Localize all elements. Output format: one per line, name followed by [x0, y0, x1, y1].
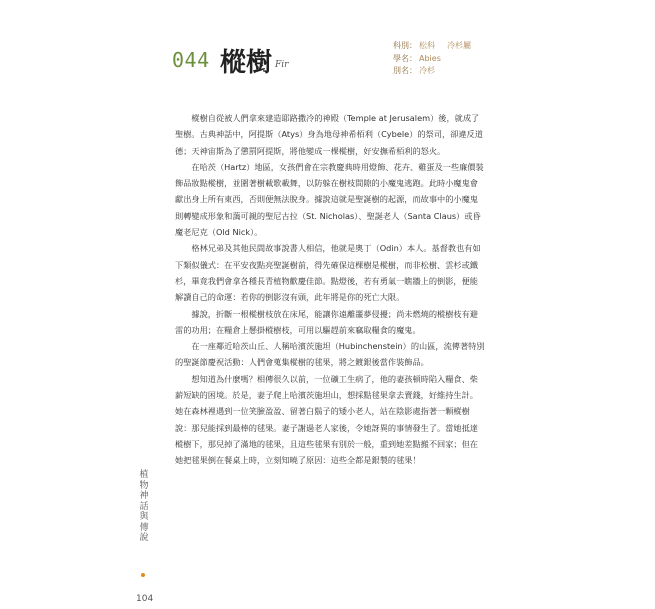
plant-metadata — [393, 40, 471, 78]
alias-row — [393, 65, 471, 78]
orange-dot-marker — [141, 573, 145, 577]
scientific-label: 學名： — [393, 53, 417, 63]
book-title-char: 神 — [139, 491, 149, 501]
book-title-char: 物 — [139, 480, 149, 491]
book-title-char: 說 — [139, 533, 149, 543]
alias-label: 別名： — [393, 66, 417, 75]
paragraph: 在哈茨（Hartz）地區，女孩們會在宗教慶典時用燈飾、花卉、雞蛋及一些廉價裝飾品妝點樅樹，並圍著樹載歌載舞，以防躲在樹枝間隙的小魔鬼逃跑。此時小魔鬼會獻出身上所有東西，否則便無法脫身。據說這就是聖誕樹的起源，而故事中的小魔鬼則轉變成形象和藹可親的聖尼古拉（St. Nicholas）、聖誕老人（Santa Claus）或昏魔老尼克（Old Nick）。 — [175, 161, 484, 238]
page-number: 104 — [136, 594, 154, 604]
body-text — [175, 110, 485, 469]
subfamily-value: 冷杉屬 — [447, 41, 471, 50]
scientific-row — [393, 53, 471, 66]
paragraph: 樅樹自從被人們拿來建造耶路撒冷的神殿（Temple at Jerusalem）後，就成了聖樹。古典神話中，阿提斯（Atys）身為地母神希栢利（Cybele）的祭司，卻違反道德；天神宙斯為了懲罰阿提斯，將他變成一棵樅樹，好安撫希栢利的怒火。 — [175, 113, 483, 156]
family-row — [393, 40, 471, 53]
paragraph: 格林兄弟及其他民間故事說書人相信，他就是奧丁（Odin）本人。基督教也有如下類似儀式：在平安夜點亮聖誕樹前，得先確保這棵樹是樅樹，而非松樹、雲杉或鐵杉，畢竟我們會拿各種長青植物歡慶佳節。點燈後，若有勇氣一瞧牆上的倒影，便能解讀自己的命運：若你的倒影沒有頭，此年將是你的死亡大限。 — [175, 243, 481, 303]
paragraph: 據說，折斷一根樅樹枝放在床尾，能讓你遠離噩夢侵擾；尚未燃燒的樅樹枝有避雷的功用；在糧倉上懸掛樅樹枝，可用以驅趕前來竊取糧食的魔鬼。 — [175, 308, 478, 335]
book-title-vertical — [138, 470, 150, 544]
entry-latin-name: Fir — [275, 60, 289, 70]
book-title-char: 傳 — [139, 522, 149, 533]
alias-value: 冷杉 — [419, 66, 435, 75]
paragraph: 想知道為什麼嗎？相傳很久以前，一位礦工生病了，他的妻孩頓時陷入糧食、柴薪短缺的困境。於是，妻子爬上哈濱茨施坦山，想採點毬果拿去賣錢，好維持生計。她在森林裡遇到一位笑臉盈盈、留著白鬍子的矮小老人，站在陰影處指著一顆樅樹說：那兒能採到最棒的毬果。妻子謝過老人家後，令她訝異的事情發生了。當她抵達樅樹下，那兒掉了滿地的毬果，且這些毬果有別於一般，重到她差點搬不回家；但在她把毬果倒在餐桌上時，立刻知曉了原因：這些全都是銀製的毬果！ — [175, 373, 478, 466]
scientific-value: Abies — [419, 53, 441, 63]
entry-number: 044 — [172, 48, 210, 72]
family-label: 科別： — [393, 41, 417, 50]
book-title-char: 話 — [139, 501, 149, 512]
entry-title: 樅樹 — [220, 48, 273, 78]
book-title-char: 與 — [139, 512, 149, 522]
book-title-char: 植 — [139, 470, 149, 480]
paragraph: 在一座鄰近哈茨山丘、人稱哈濱茨施坦（Hubinchenstein）的山區，流傳著特別的聖誕節慶祝活動：人們會蒐集樅樹的毬果，將之鍍銀後當作裝飾品。 — [175, 341, 485, 368]
family-value: 松科 — [419, 41, 435, 50]
